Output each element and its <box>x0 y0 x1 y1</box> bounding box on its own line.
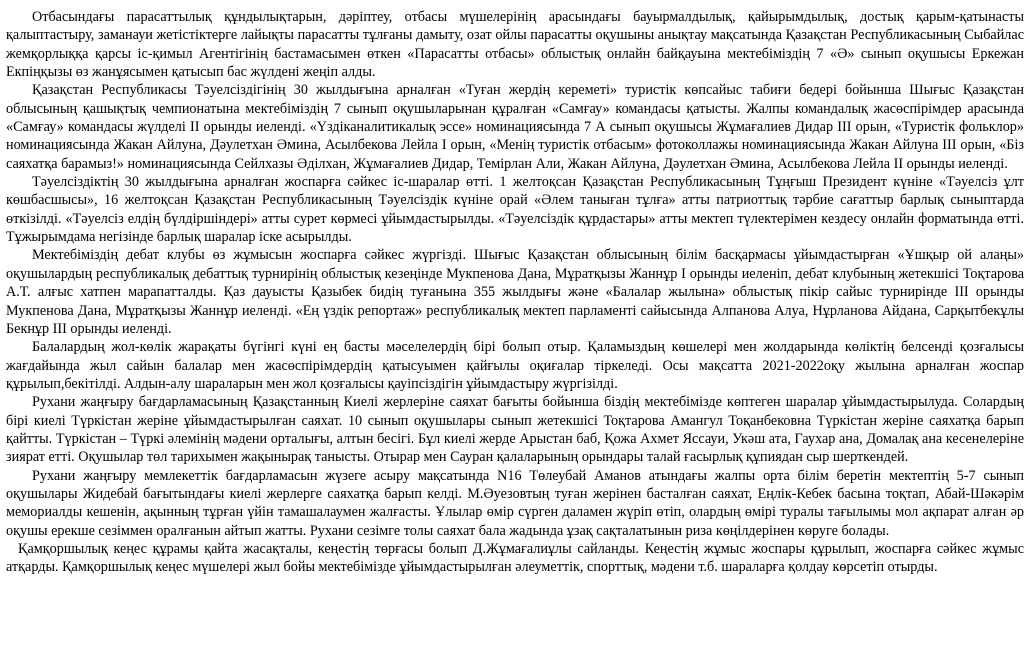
paragraph-family-values-contest: Отбасындағы парасаттылық құндылықтарын, дәріптеу, отбасы мүшелерінің арасындағы бауырмалдылық, қайырымдылық, достық қарым-қатынасты қалыптастыру, заманауи жетістіктерге лайықты парасатты тұлғаны дамыту, озат ойлы парасатты оқушыны анықтау мақсатында Қазақстан Республикасының Сыбайлас жемқорлыққа қарсы іс-қимыл Агентігінің бастамасымен өткен «Парасатты отбасы» облыстық онлайн байқауына мектебіміздің 7 «Ә» сынып оқушысы Еркежан Екпіңқызы өз жанұясымен қатысып бас жүлдені жеңіп алды. <box>6 9 1024 81</box>
paragraph-zhidebay-trip: Рухани жаңғыру мемлекеттік бағдарламасын жүзеге асыру мақсатында N16 Төлеубай Аманов атындағы жалпы орта білім беретін мектептің 5-7 сынып оқушылары Жидебай бағытындағы киелі жерлерге саяхатқа барып келді. М.Әуезовтың туған жерінен басталған саяхат, Еңлік-Кебек басына тоқтап, Абай-Шәкәрім мемориалды кешенін, ақынның тұрған үйін тамашалаумен жалғасты. Ұлылар өмір сүрген даламен жүріп өтіп, олардың өмірі туралы тағылымы мол ақпарат алған әр оқушы ерекше сезіммен оралғанын айтып жатты. Рухани сезімге толы саяхат бала жадында ұзақ сақталатынын риза көңілдерінен көруге болады. <box>6 467 1024 539</box>
paragraph-tourism-championship: Қазақстан Республикасы Тәуелсіздігінің 30 жылдығына арналған «Туған жердің кереметі» туристік көпсайыс табиғи бедері бойынша Шығыс Қазақстан облысының қашықтық чемпионатына мектебіміздің 7 сынып оқушыларынан құралған «Самғау» командасы қатысты. Жалпы командалық жасөспірімдер арасында «Самғау» командасы жүлделі ІІ орынды иеленді. «Үздіканалитикалық эссе» номинациясында 7 А сынып оқушысы Жұмағалиев Дидар ІІІ орын, «Туристік фольклор» номинациясында Жакан Айлуна, Дәулетхан Әмина, Асылбекова Лейла І орын, «Менің туристік отбасым» фотоколлажы номинациясында Жакан Айлуна ІІІ орын, «Біз саяхатқа барамыз!» номинациясында Сейлхазы Әділхан, Жұмағалиев Дидар, Темірлан Али, Жакан Айлуна, Дәулетхан Әмина, Асылбекова Лейла ІІ орынды иеленді. <box>6 82 1024 172</box>
paragraph-debate-club: Мектебіміздің дебат клубы өз жұмысын жоспарға сәйкес жүргізді. Шығыс Қазақстан облысының білім басқармасы ұйымдастырған «Ұшқыр ой алаңы» оқушылардың республикалық дебаттық турнирінің облыстық кезеңінде Мукпенова Дана, Мұратқызы Жаннұр І орынды иеленіп, дебат клубының жетекшісі Тоқтарова А.Т. алғыс хатпен марапатталды. Қаз дауысты Қазыбек бидің туғанына 355 жылдығы және «Балалар жылына» облыстық пікір сайыс турнирінде ІІІ орынды Мукпенова Дана, Мұратқызы Жаннұр иеленді. «Ең үздік репортаж» республикалық мектеп парламенті сайысында Алпанова Алуа, Нұрланова Айдана, Сарқытбекұлы Бекнұр ІІІ орынды иеленді. <box>6 247 1024 337</box>
paragraph-independence-events: Тәуелсіздіктің 30 жылдығына арналған жоспарға сәйкес іс-шаралар өтті. 1 желтоқсан Қазақстан Республикасының Тұңғыш Президент күніне «Тәуелсіз ұлт көшбасшысы», 16 желтоқсан Қазақстан Республикасының Тәуелсіздік күніне орай «Әлем таныған тұлға» атты патриоттық тәрбие сағаттыр барлық сыныптарда өткізілді. «Тәуелсіз елдің бүлдіршіндері» атты сурет көрмесі ұйымдастырылды. «Тәуелсіздік құрдастары» атты мектеп түлектерімен кездесу онлайн форматында өтті. Тұжырымдама негізінде барлық шаралар іске асырылды. <box>6 174 1024 246</box>
paragraph-board-of-trustees: Қамқоршылық кеңес құрамы қайта жасақталы, кеңестің төрғасы болып Д.Жұмағалиұлы сайланды. Кеңестің жұмыс жоспары құрылып, жоспарға сәйкес жұмыс атқарды. Қамқоршылық кеңес мүшелері жыл бойы мектебімізде ұйымдастырылған әлеуметтік, спорттық, мәдени т.б. шараларға қолдау көрсетіп отырды. <box>6 540 1024 576</box>
paragraph-turkistan-trip: Рухани жаңғыру бағдарламасының Қазақстанның Киелі жерлеріне саяхат бағыты бойынша біздің мектебімізде көптеген шаралар ұйымдастырылуда. Солардың бірі киелі Түркістан жеріне ұйымдастырылған саяхат. 10 сынып оқушылары сынып жетекшісі Тоқтарова Амангул Тоқанбековна Түркістан жеріне саяхатқа барып қайтты. Түркістан – Түркі әлемінің мәдени орталығы, алтын бесігі. Бұл киелі жерде Арыстан баб, Қожа Ахмет Яссауи, Укәш ата, Гаухар ана, Домалақ ана кесенелеріне зиярат етті. Оқушылар төл тарихымен жақынырақ танысты. Отырар мен Сауран қалаларының орындары талай ғасырлық құпиядан сыр шерткендей. <box>6 394 1024 466</box>
paragraph-road-safety: Балалардың жол-көлік жарақаты бүгінгі күні ең басты мәселелердің бірі болып отыр. Қаламыздың көшелері мен жолдарында көліктің белсенді қозғалысы жағдайында жыл сайын балалар мен жасөспірімдердің қатысуымен қайғылы оқиғалар тіркеледі. Осы мақсатта 2021-2022оқу жылына арналған жоспар құрылып,бекітілді. Алдын-алу шараларын мен жол қозғалысы қауіпсіздігін ұйымдастыру жүргізілді. <box>6 339 1024 392</box>
document-page <box>6 8 1024 577</box>
